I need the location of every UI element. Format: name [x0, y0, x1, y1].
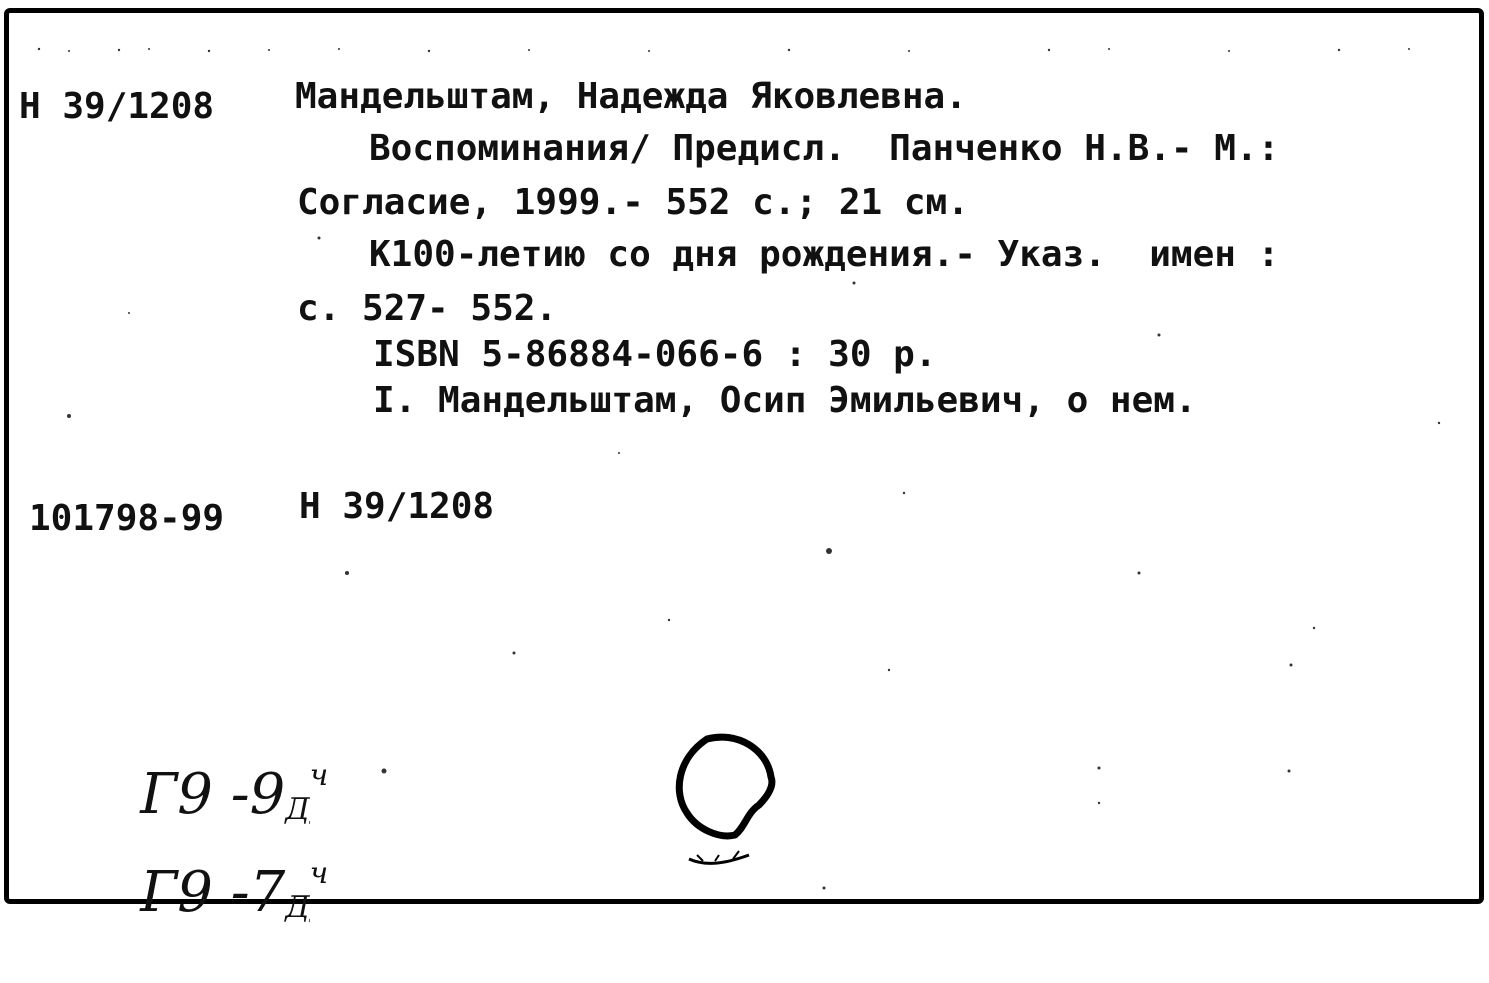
body-line-subject: I. Мандельштам, Осип Эмильевич, о нем. — [373, 380, 1197, 421]
punch-hole-mark — [667, 729, 797, 879]
body-line-index-pages: с. 527- 552. — [297, 288, 558, 329]
handwritten-mark-1-sup: ч — [309, 758, 329, 793]
handwritten-mark-2 — [69, 803, 328, 979]
handwritten-mark-2-sup: ч — [309, 856, 329, 891]
call-number: Н 39/1208 — [19, 86, 215, 127]
body-line-note: К100-летию со дня рождения.- Указ. имен : — [369, 234, 1280, 275]
author-heading: Мандельштам, Надежда Яковлевна. — [295, 76, 967, 117]
body-line-title: Воспоминания/ Предисл. Панченко Н.В.- М.: — [369, 128, 1280, 169]
body-line-publication: Согласие, 1999.- 552 с.; 21 см. — [297, 182, 969, 223]
accession-number: 101798-99 — [29, 498, 225, 539]
handwritten-mark-2-main: Г9 -7 — [140, 860, 286, 925]
body-line-isbn: ISBN 5-86884-066-6 : 30 р. — [373, 334, 937, 375]
handwritten-mark-1-sub: Д — [285, 792, 310, 827]
catalog-card — [4, 8, 1484, 925]
handwritten-mark-2-sub: Д — [285, 890, 310, 925]
footer-call-number: Н 39/1208 — [299, 486, 495, 527]
handwritten-mark-1-main: Г9 -9 — [140, 762, 286, 827]
